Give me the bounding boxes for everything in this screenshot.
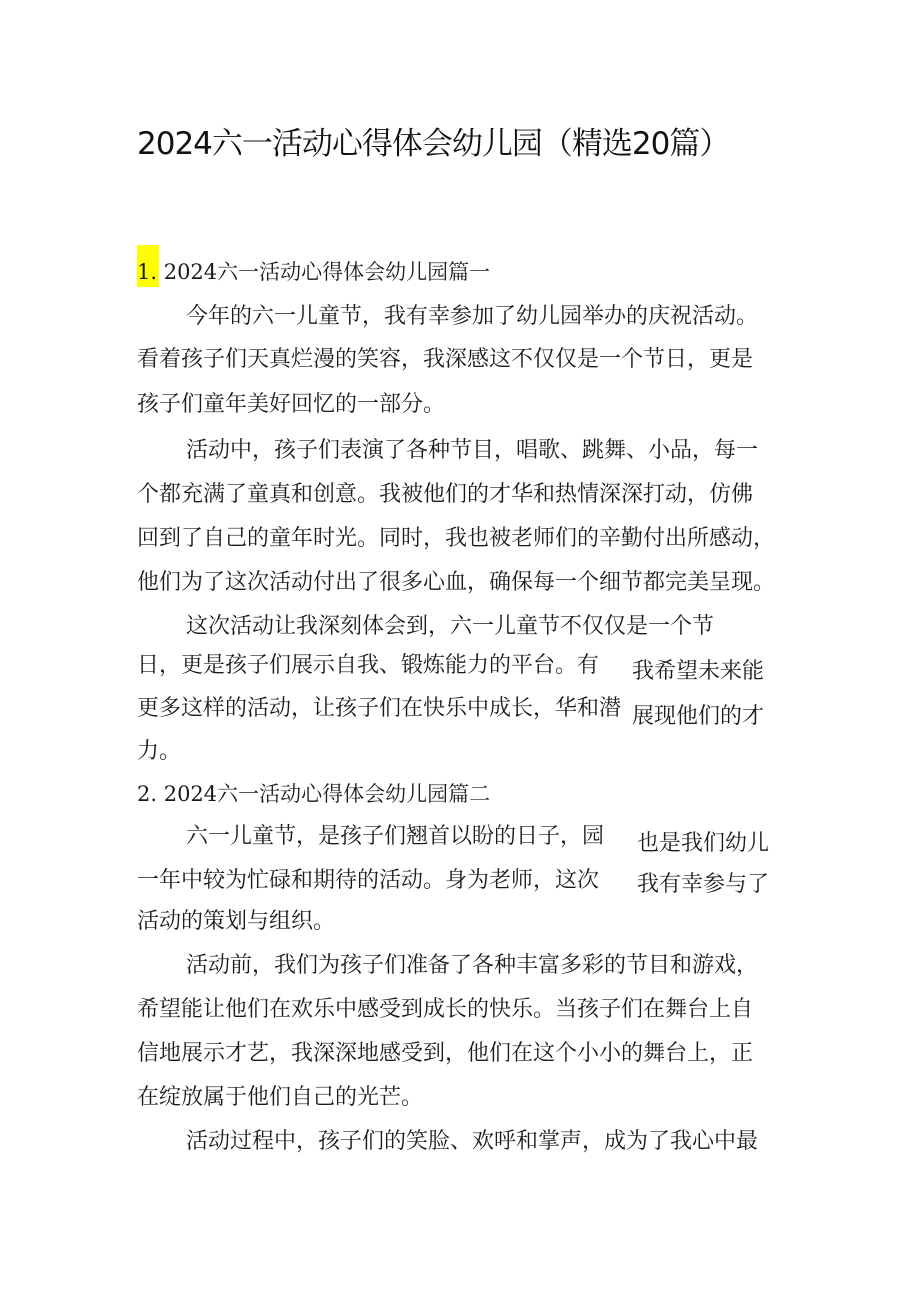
section-heading: 2. 2024六一活动心得体会幼儿园篇二	[137, 782, 491, 806]
side-text-line: 我希望未来能	[632, 659, 765, 684]
paragraph-line: 活动前，我们为孩子们准备了各种丰富多彩的节目和游戏，	[186, 953, 759, 978]
paragraph-line: 孩子们童年美好回忆的一部分。	[137, 392, 446, 417]
paragraph-line: 力。	[137, 739, 182, 764]
paragraph-line: 活动中，孩子们表演了各种节目，唱歌、跳舞、小品，每一	[186, 438, 759, 463]
side-text-line: 也是我们幼儿	[637, 831, 770, 856]
paragraph-line: 希望能让他们在欢乐中感受到成长的快乐。当孩子们在舞台上自	[137, 997, 754, 1022]
paragraph-line: 回到了自己的童年时光。同时，我也被老师们的辛勤付出所感动，	[137, 526, 776, 551]
paragraph-line: 日，更是孩子们展示自我、锻炼能力的平台。有	[137, 653, 600, 678]
paragraph-line: 六一儿童节，是孩子们翘首以盼的日子，园	[186, 824, 605, 849]
paragraph-line: 在绽放属于他们自己的光芒。	[137, 1085, 424, 1110]
paragraph-line: 一年中较为忙碌和期待的活动。身为老师，这次	[137, 868, 600, 893]
paragraph-line: 看着孩子们天真烂漫的笑容，我深感这不仅仅是一个节日，更是	[137, 347, 754, 372]
paragraph-line: 他们为了这次活动付出了很多心血，确保每一个细节都完美呈现。	[137, 570, 776, 595]
section-heading: 1. 2024六一活动心得体会幼儿园篇一	[137, 260, 491, 284]
side-text-line: 我有幸参与了	[637, 872, 770, 897]
paragraph-line: 信地展示才艺，我深深地感受到，他们在这个小小的舞台上，正	[137, 1041, 754, 1066]
paragraph-line: 活动的策划与组织。	[137, 909, 336, 934]
paragraph-line: 活动过程中，孩子们的笑脸、欢呼和掌声，成为了我心中最	[186, 1129, 759, 1154]
paragraph-line: 更多这样的活动，让孩子们在快乐中成长，华和潜	[137, 696, 622, 721]
page-title: 2024六一活动心得体会幼儿园（精选20篇）	[137, 126, 730, 162]
paragraph-line: 个都充满了童真和创意。我被他们的才华和热情深深打动，仿佛	[137, 482, 754, 507]
paragraph-line: 这次活动让我深刻体会到，六一儿童节不仅仅是一个节	[186, 614, 715, 639]
side-text-line: 展现他们的才	[632, 704, 765, 729]
paragraph-line: 今年的六一儿童节，我有幸参加了幼儿园举办的庆祝活动。	[186, 304, 759, 329]
